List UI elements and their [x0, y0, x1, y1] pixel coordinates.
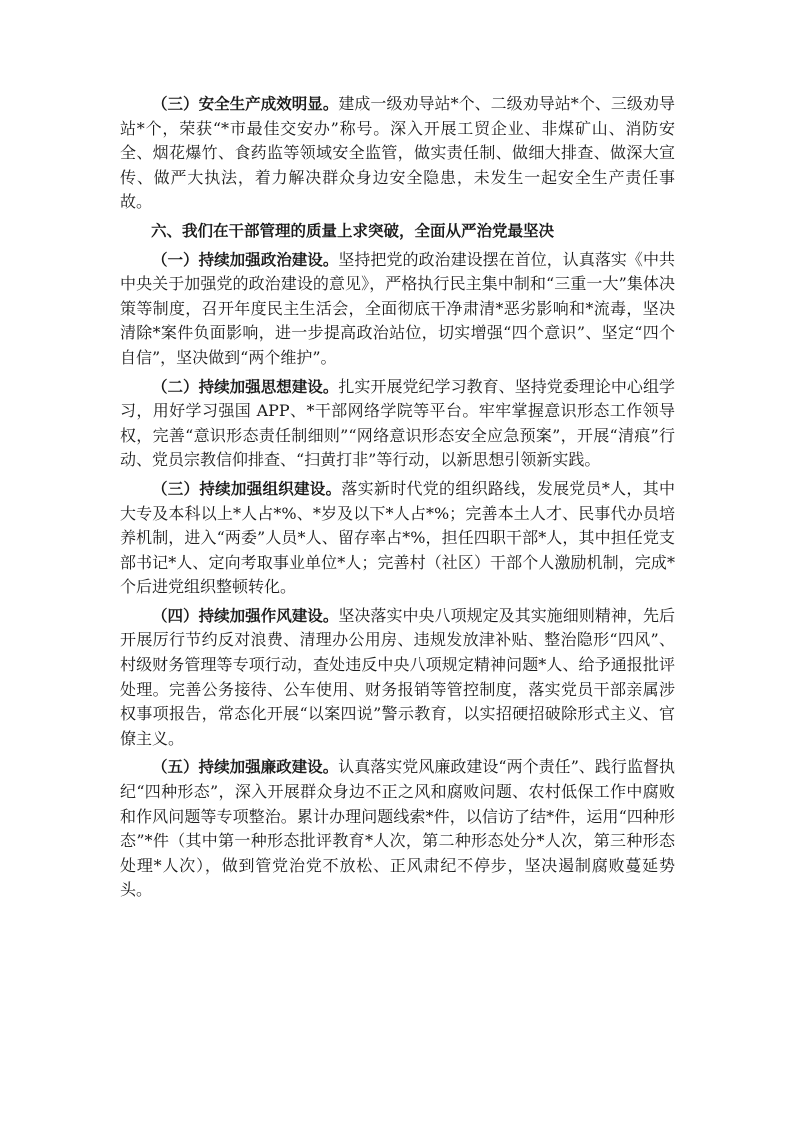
paragraph-ideological-building: [120, 375, 675, 473]
paragraph-lead: （三）安全生产成效明显。: [152, 95, 339, 113]
paragraph-lead: （五）持续加强廉政建设。: [152, 758, 339, 777]
paragraph-organizational-building: [120, 477, 675, 600]
paragraph-body: 坚决落实中央八项规定及其实施细则精神，先后开展厉行节约反对浪费、清理办公用房、违规发放津补贴、整治隐形“四风”、村级财务管理等专项行动，查处违反中央八项规定精神问题*人、给予通报批评处理。完善公务接待、公车使用、财务报销等管控制度，落实党员干部亲属涉权事项报告，常态化开展“以案四说”警示教育，以实招硬招破除形式主义、官僚主义。: [120, 605, 675, 748]
paragraph-safety-production: [120, 92, 675, 215]
paragraph-body: 落实新时代党的组织路线，发展党员*人，其中大专及本科以上*人占*%、*岁及以下*人占*%；完善本土人才、民事代办员培养机制，进入“两委”人员*人、留存率占*%，担任四职干部*人，其中担任党支部书记*人、定向考取事业单位*人；完善村（社区）干部个人激励机制，完成*个后进党组织整顿转化。: [120, 478, 675, 597]
paragraph-lead: （三）持续加强组织建设。: [152, 479, 342, 498]
paragraph-body: 认真落实党风廉政建设“两个责任”、践行监督执纪“四种形态”，深入开展群众身边不正之风和腐败问题、农村低保工作中腐败和作风问题等专项整治。累计办理问题线索*件，以信访了结*件，运用“四种形态”*件（其中第一种形态批评教育*人次，第二种形态处分*人次，第三种形态处理*人次），做到管党治党不放松、正风肃纪不停步，坚决遏制腐败蔓延势头。: [120, 757, 675, 900]
paragraph-lead: （一）持续加强政治建设。: [152, 250, 339, 269]
document-body: [120, 92, 675, 907]
paragraph-body: 建成一级劝导站*个、二级劝导站*个、三级劝导站*个，荣获“*市最佳交安办”称号。深入开展工贸企业、非煤矿山、消防安全、烟花爆竹、食药监等领域安全监管，做实责任制、做细大排查、做深大宣传、做严大执法，着力解决群众身边安全隐患，未发生一起安全生产责任事故。: [120, 94, 675, 212]
section-heading: 六、我们在干部管理的质量上求突破，全面从严治党最坚决: [151, 221, 555, 240]
paragraph-work-style-building: [120, 604, 675, 752]
paragraph-integrity-building: [120, 755, 675, 903]
paragraph-body: 坚持把党的政治建设摆在首位，认真落实《中共中央关于加强党的政治建设的意见》，严格执行民主集中制和“三重一大”集体决策等制度，召开年度民主生活会，全面彻底干净肃清*恶劣影响和*流毒，坚决清除*案件负面影响，进一步提高政治站位，切实增强“四个意识”、坚定“四个自信”，坚决做到“两个维护”。: [120, 249, 675, 367]
paragraph-lead: （四）持续加强作风建设。: [152, 606, 339, 625]
paragraph-lead: （二）持续加强思想建设。: [152, 377, 339, 396]
paragraph-political-building: [120, 248, 675, 371]
paragraph-body: 扎实开展党纪学习教育、坚持党委理论中心组学习，用好学习强国 APP、*干部网络学院等平台。牢牢掌握意识形态工作领导权，完善“意识形态责任制细则”“网络意识形态安全应急预案”，开展“清痕”行动、党员宗教信仰排查、“扫黄打非”等行动，以新思想引领新实践。: [120, 376, 675, 470]
